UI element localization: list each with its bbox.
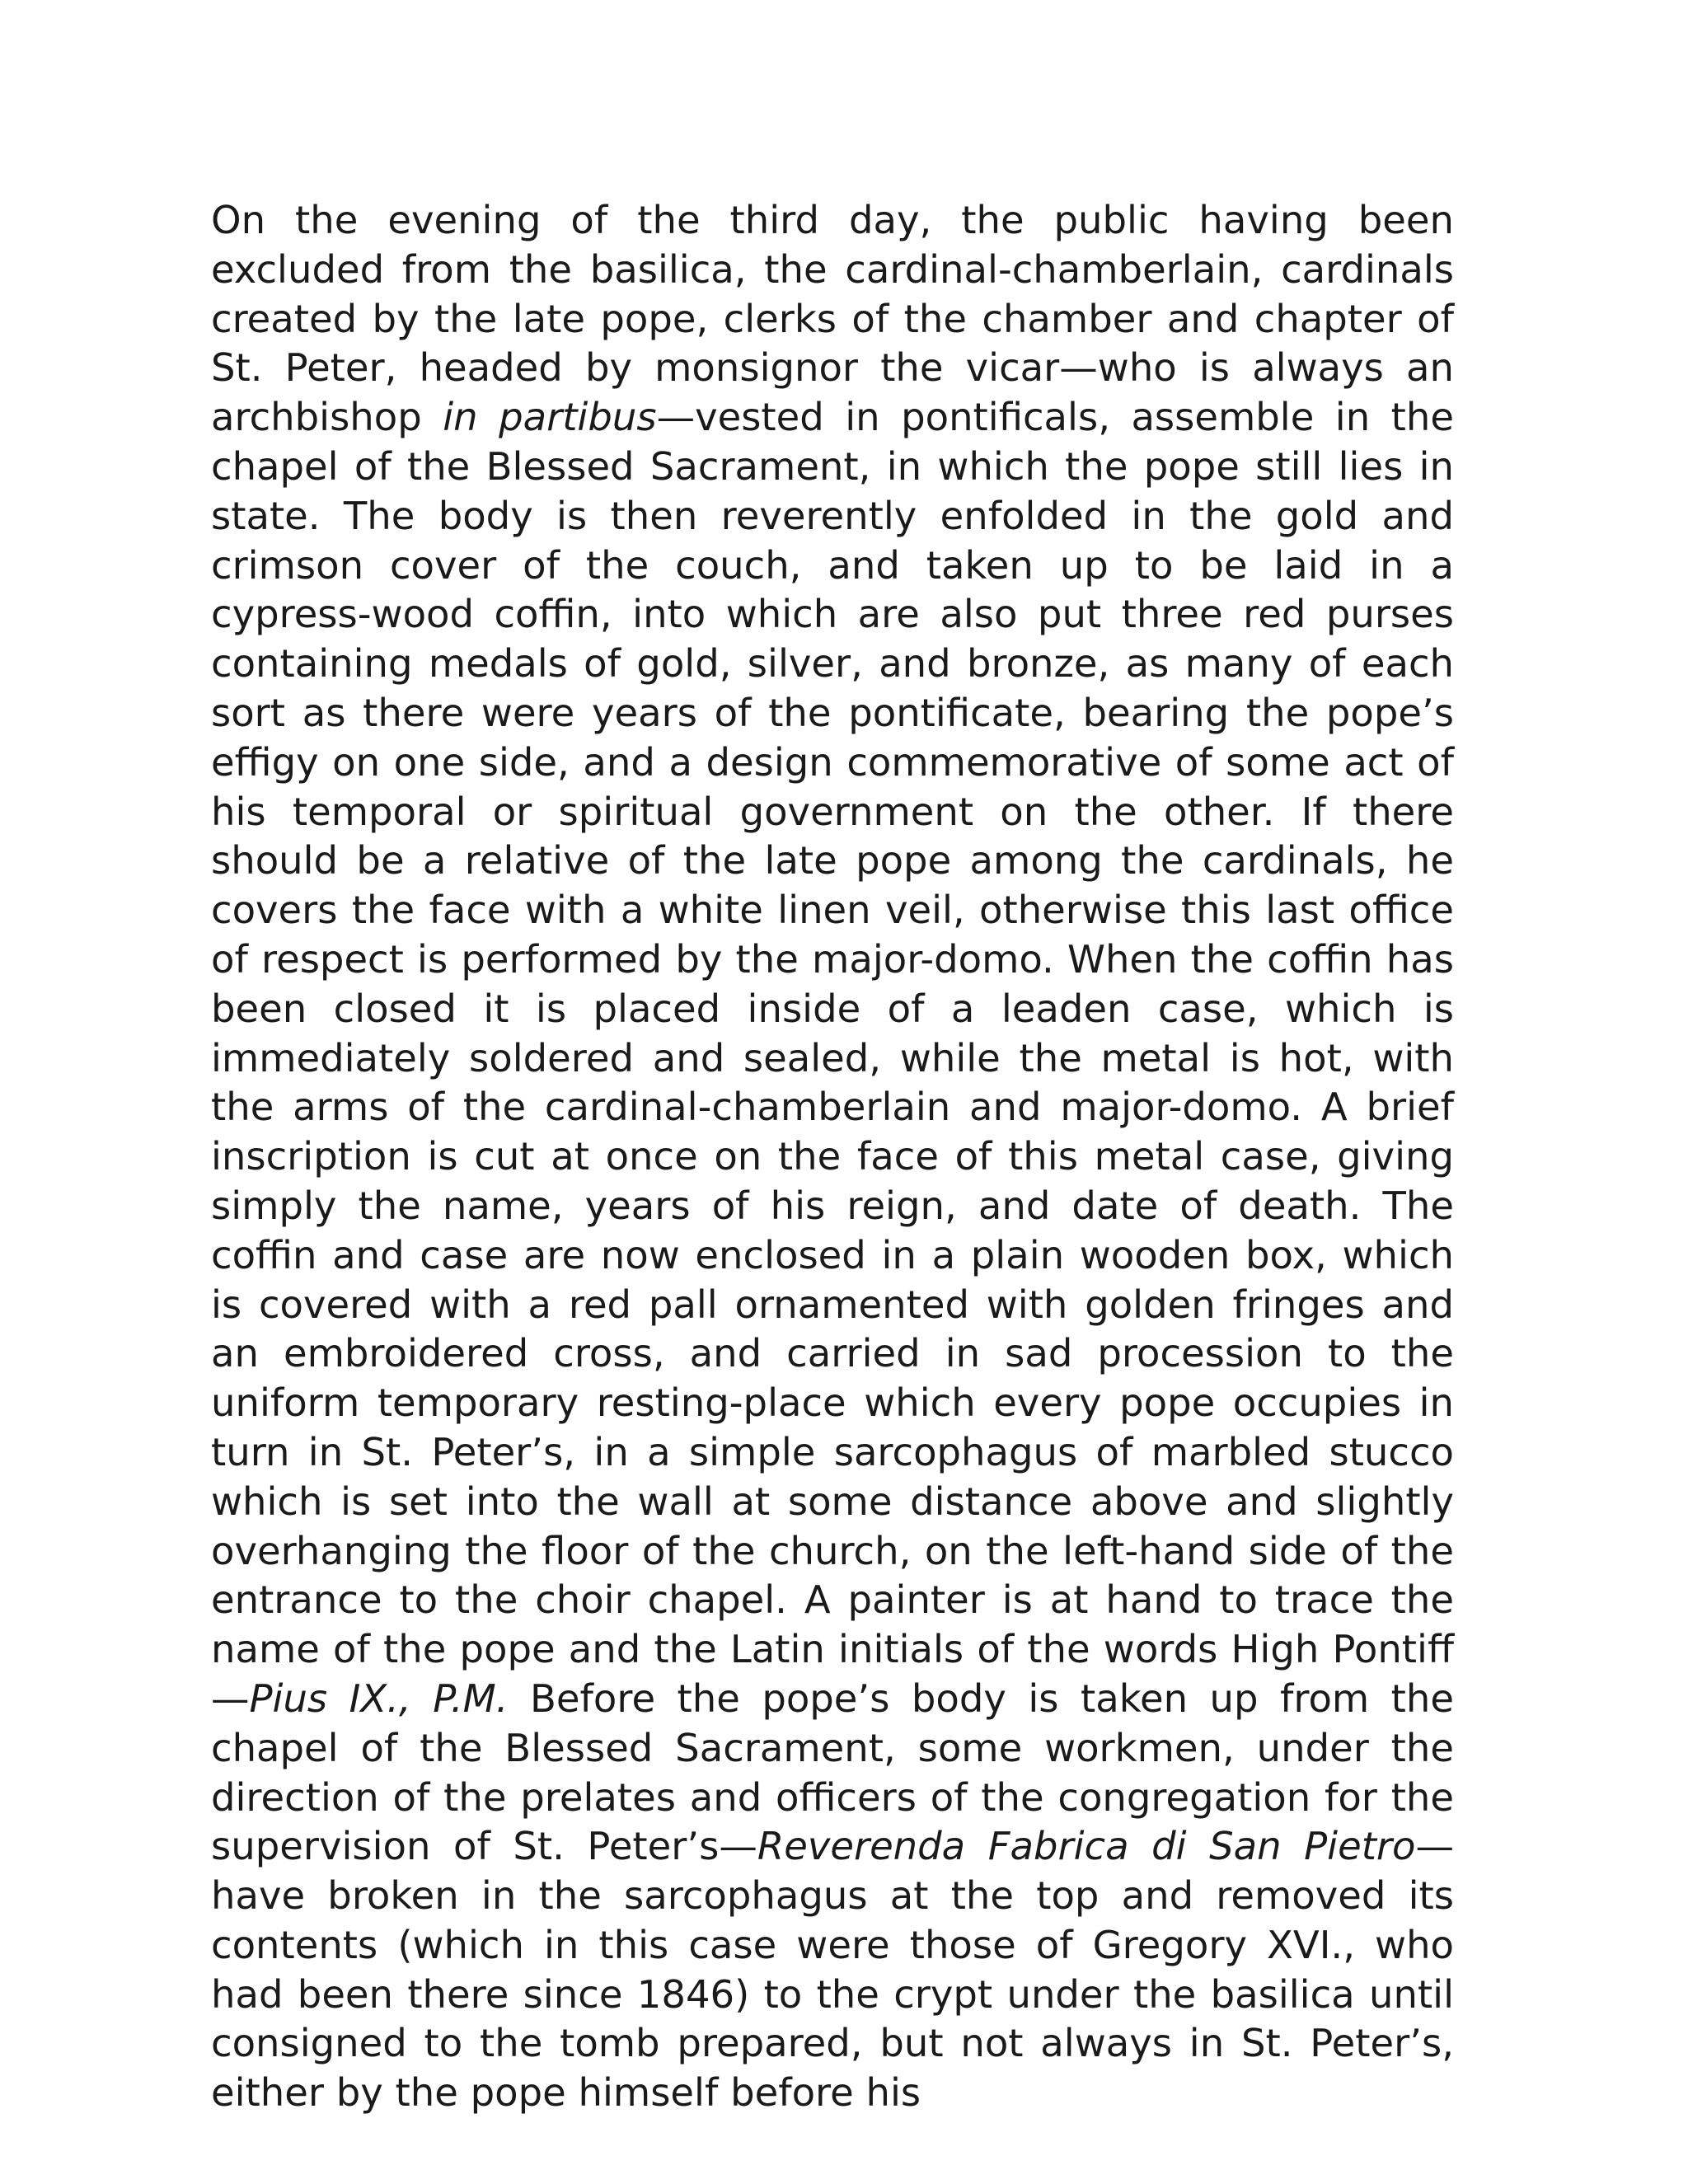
italic-phrase-reverenda-fabrica: Reverenda Fabrica di San Pietro bbox=[757, 1824, 1416, 1869]
paragraph-text-3: Before the pope’s body is taken up from the chapel of the Blessed Sacrament, some workmen, under the direction of the prelates and officers of the congregation for the supervision of St. Peter’s— bbox=[211, 1675, 1454, 1869]
paragraph-text-4: —have broken in the sarcophagus at the top and removed its contents (which in this case were those of Gregory XVI., who had been there since 1846) to the crypt under the basilica until consigned to the tomb prepared, but not always in St. Peter’s, either by the pope himself before his bbox=[211, 1824, 1454, 2116]
italic-phrase-in-partibus: in partibus bbox=[443, 395, 657, 440]
paragraph-text-1: On the evening of the third day, the public having been excluded from the basilica, the cardinal-chamberlain, cardinals created by the late pope, clerks of the chamber and chapter of St. Peter, headed by monsignor the vicar—who is always an archbishop bbox=[211, 198, 1454, 440]
italic-phrase-pius-ix: Pius IX., P.M. bbox=[249, 1675, 509, 1721]
body-paragraph bbox=[211, 196, 1454, 2118]
paragraph-text-2: —vested in pontificals, assemble in the chapel of the Blessed Sacrament, in which the pope still lies in state. The body is then reverently enfolded in the gold and crimson cover of the couch, and taken up to be laid in a cypress-wood coffin, into which are also put three red purses containing medals of gold, silver, and bronze, as many of each sort as there were years of the pontificate, bearing the pope’s effigy on one side, and a design commemorative of some act of his temporal or spiritual government on the other. If there should be a relative of the late pope among the cardinals, he covers the face with a white linen veil, otherwise this last office of respect is performed by the major-domo. When the coffin has been closed it is placed inside of a leaden case, which is immediately soldered and sealed, while the metal is hot, with the arms of the cardinal-chamberlain and major-domo. A brief inscription is cut at once on the face of this metal case, giving simply the name, years of his reign, and date of death. The coffin and case are now enclosed in a plain wooden box, which is covered with a red pall ornamented with golden fringes and an embroidered cross, and carried in sad procession to the uniform temporary resting-place which every pope occupies in turn in St. Peter’s, in a simple sarcophagus of marbled stucco which is set into the wall at some distance above and slightly overhanging the floor of the church, on the left-hand side of the entrance to the choir chapel. A painter is at hand to trace the name of the pope and the Latin initials of the words High Pontiff— bbox=[211, 395, 1454, 1721]
